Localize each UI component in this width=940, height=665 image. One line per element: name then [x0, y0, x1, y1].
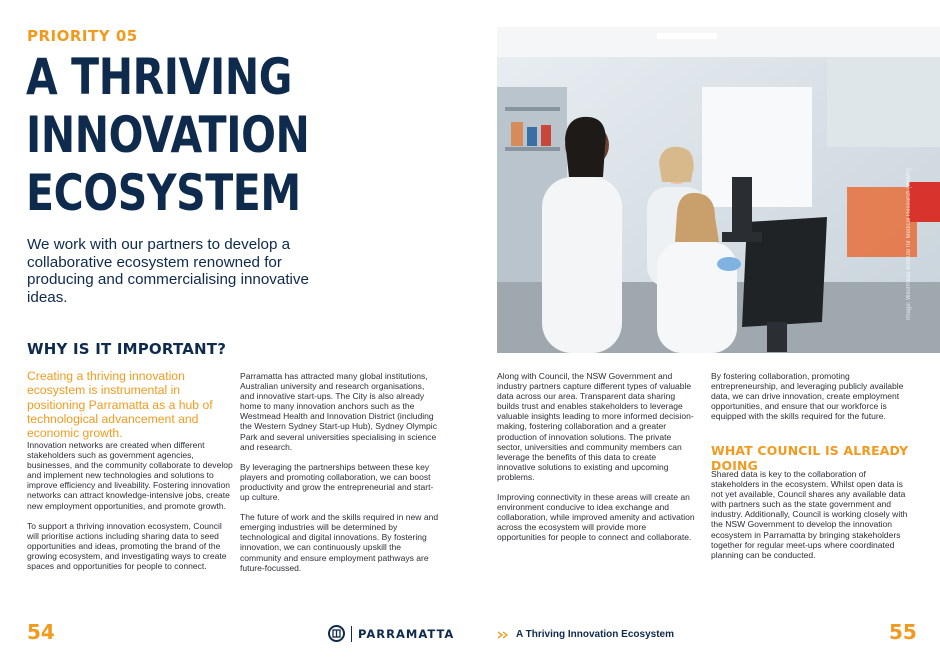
logo-emblem-icon	[328, 625, 345, 642]
column-4-continued	[711, 469, 916, 570]
intro-text: We work with our partners to develop a collaborative ecosystem renowned for producing and commercialising innovative ideas.	[27, 236, 309, 306]
photo-credit: Image: Westmead Institute for Medical Research (WIMR)	[906, 168, 912, 320]
footer-section-title	[498, 629, 674, 640]
column-3	[497, 371, 697, 553]
logo-wordmark: PARRAMATTA	[358, 626, 455, 641]
logo-divider	[351, 626, 352, 642]
council-heading: WHAT COUNCIL IS ALREADY DOING	[711, 443, 909, 473]
paragraph: Shared data is key to the collaboration of stakeholders in the ecosystem. Whilst open data is not yet available, Council shares any available data with partners such as the state government and industry. Additionally, Council is working closely with the NSW Government to develop the innovation ecosystem in Parramatta by bringing stakeholders together for regular meet-ups where coordinated planning can be conducted.	[711, 469, 908, 560]
paragraph: Parramatta has attracted many global institutions, Australian university and research organisations, and innovative start-ups. The City is also already home to many innovation anchors such as the Westmead Health and Innovation District (including the Western Sydney Start-up Hub), Sydney Olympic Park and several universities specialising in science and research.	[240, 371, 437, 452]
column-1	[27, 440, 233, 581]
paragraph: By leveraging the partnerships between these key players and promoting collaboration, we can boost productivity and grow the entrepreneurial and start-up culture.	[240, 461, 434, 503]
title-line: INNOVATION	[26, 106, 310, 164]
title-line: A THRIVING	[26, 48, 292, 106]
why-callout: Creating a thriving innovation ecosystem is instrumental in positioning Parramatta as a hub of technological advancement and economic growth.	[27, 369, 213, 441]
page-number-right: 55	[889, 620, 917, 644]
priority-label: PRIORITY 05	[27, 27, 138, 45]
paragraph: The future of work and the skills required in new and emerging industries will be determined by technological and digital innovations. By fostering innovation, we can continuously upskill the community and ensure employment pathways are future-focussed.	[240, 512, 439, 573]
parramatta-logo	[328, 625, 454, 642]
column-4	[711, 371, 916, 431]
page-number-left: 54	[27, 620, 55, 644]
lab-photo-illustration	[497, 27, 940, 353]
lab-photo	[497, 27, 940, 353]
paragraph: Innovation networks are created when different stakeholders such as government agencies, businesses, and the community collaborate to develop and implement new technologies and solutions to improve efficiency and liveability. Fostering innovation networks can attract knowledge-intensive jobs, create new employment opportunities, and promote growth.	[27, 440, 233, 511]
column-2	[240, 371, 440, 583]
page-title	[26, 48, 310, 222]
paragraph: By fostering collaboration, promoting entrepreneurship, and leveraging publicly available data, we can drive innovation, create employment opportunities, and ensure that our workforce is equipped with the skills required for the future.	[711, 371, 904, 422]
arrow-icon	[498, 631, 510, 639]
why-heading: WHY IS IT IMPORTANT?	[27, 340, 227, 358]
paragraph: Improving connectivity in these areas will create an environment conducive to idea exchange and collaboration, while improved amenity and activation across the ecosystem will provide more opportunities for people to connect and collaborate.	[497, 492, 695, 543]
footer-title-text: A Thriving Innovation Ecosystem	[516, 629, 674, 640]
title-line: ECOSYSTEM	[26, 164, 301, 222]
paragraph: To support a thriving innovation ecosystem, Council will prioritise actions including sharing data to seed opportunities and ideas, promoting the brand of the growing ecosystem, and investigating ways to create spaces and opportunities for people to connect.	[27, 520, 227, 572]
paragraph: Along with Council, the NSW Government and industry partners capture different types of valuable data across our area. Transparent data sharing builds trust and enables stakeholders to leverage valuable insights leading to more informed decision-making, fostering collaboration and a greater production of innovation solutions. The private sector, universities and community members can leverage the benefits of this data to create innovative solutions to existing and upcoming problems.	[497, 371, 694, 482]
